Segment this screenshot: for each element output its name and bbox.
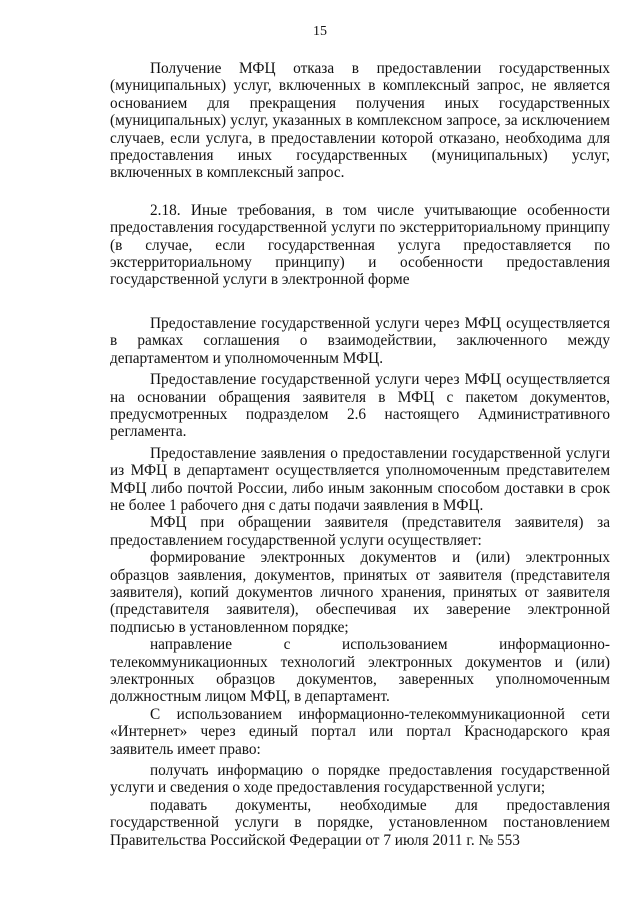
paragraph-mfc-duties: МФЦ при обращении заявителя (представителя заявителя) за предоставлением государственной услуги осуществляет:	[110, 514, 610, 549]
list-item-formation: формирование электронных документов и (или) электронных образцов заявления, документов, принятых от заявителя (представителя заявителя), копий документов личного хранения, принятых от заявителя (представителя заявителя), обеспечивая их заверение электронной подписью в установленном порядке;	[110, 549, 610, 636]
paragraph-application-basis: Предоставление государственной услуги через МФЦ осуществляется на основании обращения заявителя в МФЦ с пакетом документов, предусмотренных подразделом 2.6 настоящего Административного регламента.	[110, 371, 610, 441]
paragraph-internet-rights: С использованием информационно-телекоммуникационной сети «Интернет» через единый портал или портал Краснодарского края заявитель имеет право:	[110, 705, 610, 758]
section-heading-2-18: 2.18. Иные требования, в том числе учитывающие особенности предоставления государственной услуги по экстерриториальному принципу (в случае, если государственная услуга предоставляется по экстерриториальному принципу) и особенности предоставления государственной услуги в электронной форме	[110, 201, 610, 289]
paragraph-transfer: Предоставление заявления о предоставлении государственной услуги из МФЦ в департамент осуществляется уполномоченным представителем МФЦ либо почтой России, либо иным законным способом доставки в срок не более 1 рабочего дня с даты подачи заявления в МФЦ.	[110, 444, 610, 514]
paragraph-agreement: Предоставление государственной услуги через МФЦ осуществляется в рамках соглашения о взаимодействии, заключенного между департаментом и уполномоченным МФЦ.	[110, 314, 610, 367]
body-text-top	[110, 60, 610, 849]
page-number: 15	[313, 24, 327, 39]
list-item-get-info: получать информацию о порядке предоставления государственной услуги и сведения о ходе предоставления государственной услуги;	[110, 762, 610, 797]
list-item-submit-docs: подавать документы, необходимые для предоставления государственной услуги в порядке, установленном постановлением Правительства Российской Федерации от 7 июля 2011 г. № 553	[110, 796, 610, 849]
paragraph-refusal-note: Получение МФЦ отказа в предоставлении государственных (муниципальных) услуг, включенных в комплексный запрос, не является основанием для прекращения получения иных государственных (муниципальных) услуг, указанных в комплексном запросе, за исключением случаев, если услуга, в предоставлении которой отказано, необходима для предоставления иных государственных (муниципальных) услуг, включенных в комплексный запрос.	[110, 60, 610, 182]
list-item-sending: направление с использованием информационно-телекоммуникационных технологий электронных документов и (или) электронных образцов документов, заверенных уполномоченным должностным лицом МФЦ, в департамент.	[110, 636, 610, 706]
